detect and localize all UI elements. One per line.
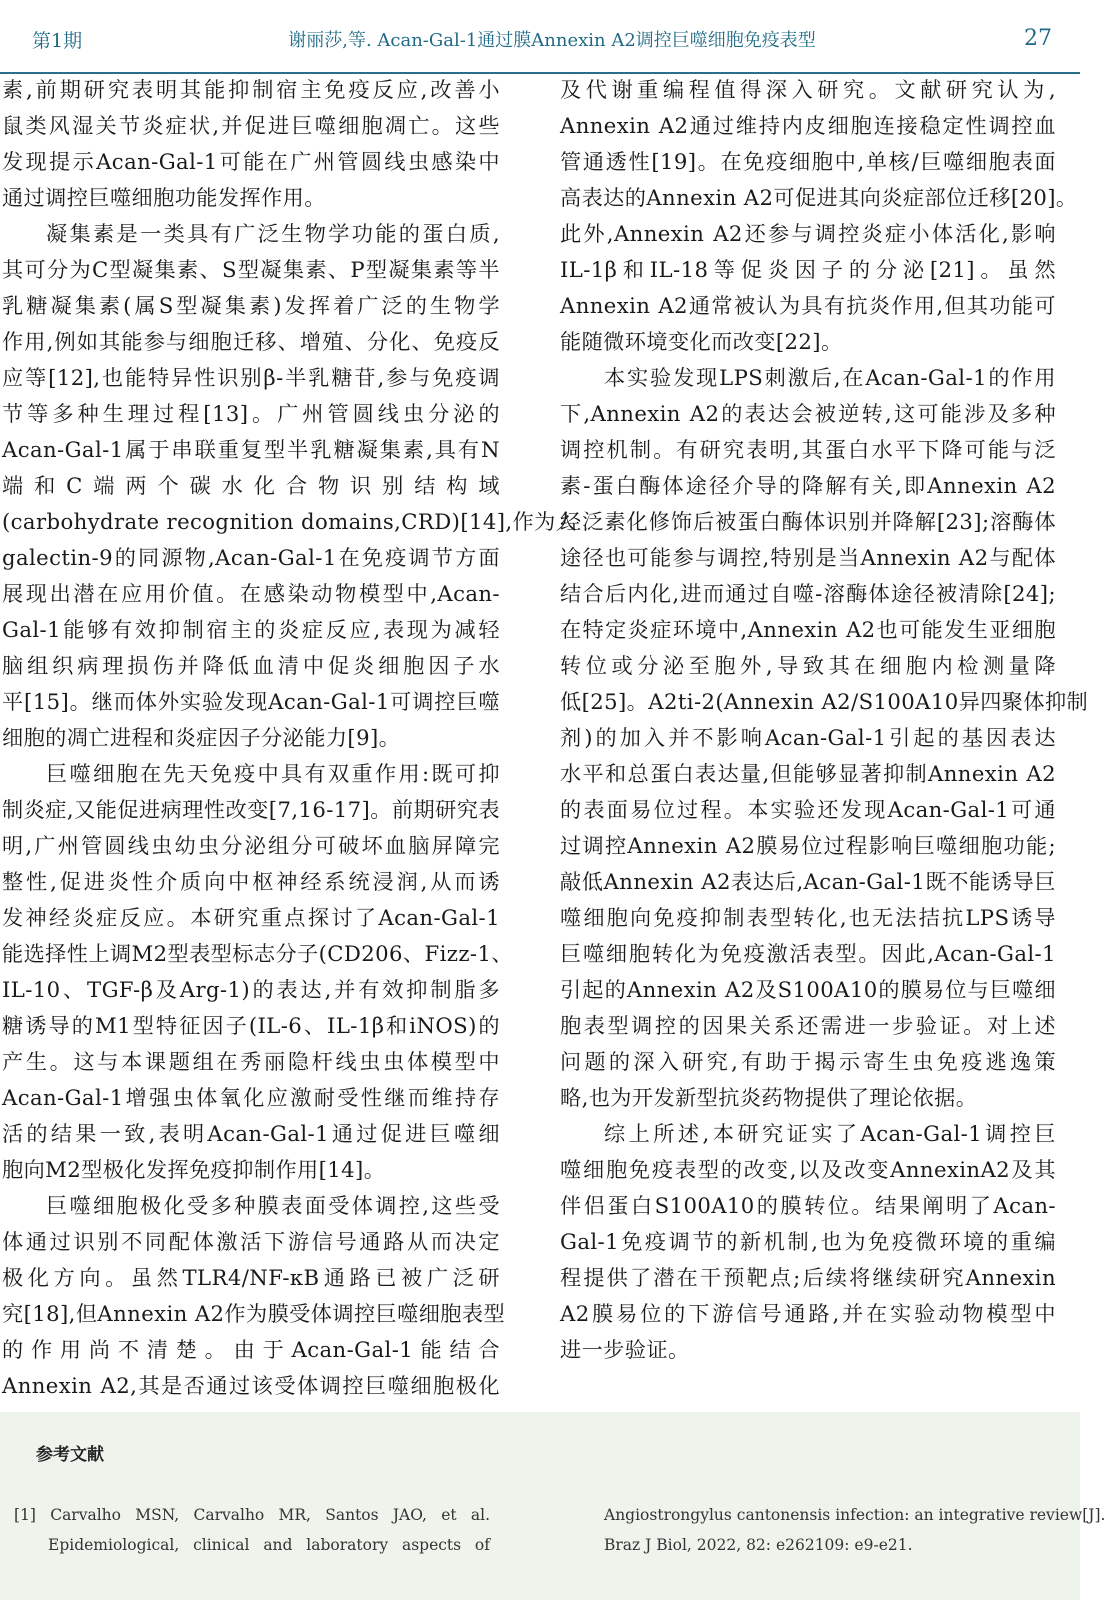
text-line: Gal-1免疫调节的新机制,也为免疫微环境的重编 — [560, 1229, 1056, 1254]
text-line: 管通透性[19]。在免疫细胞中,单核/巨噬细胞表面 — [560, 149, 1056, 174]
text-line: 胞向M2型极化发挥免疫抑制作用[14]。 — [2, 1157, 386, 1182]
text-line: Annexin A2,其是否通过该受体调控巨噬细胞极化 — [2, 1373, 500, 1398]
text-line: 应等[12],也能特异性识别β-半乳糖苷,参与免疫调 — [2, 365, 500, 390]
page-header — [0, 0, 1080, 74]
running-title: 谢丽莎,等. Acan-Gal-1通过膜Annexin A2调控巨噬细胞免疫表型 — [288, 30, 816, 51]
text-line: Gal-1能够有效抑制宿主的炎症反应,表现为减轻 — [2, 617, 500, 642]
text-line: 巨噬细胞转化为免疫激活表型。因此,Acan-Gal-1 — [560, 941, 1056, 966]
text-line: 进一步验证。 — [560, 1337, 690, 1362]
reference-1-line-4: Braz J Biol, 2022, 82: e262109: e9-e21. — [604, 1536, 913, 1554]
text-line: Annexin A2通过维持内皮细胞连接稳定性调控血 — [560, 113, 1056, 138]
text-line: Acan-Gal-1属于串联重复型半乳糖凝集素,具有N — [2, 437, 500, 462]
text-line: 巨噬细胞极化受多种膜表面受体调控,这些受 — [46, 1193, 500, 1218]
text-line: 体通过识别不同配体激活下游信号通路从而决定 — [2, 1229, 500, 1254]
text-line: 明,广州管圆线虫幼虫分泌组分可破坏血脑屏障完 — [2, 833, 500, 858]
reference-1-line-2: Epidemiological, clinical and laboratory aspects of — [48, 1536, 490, 1554]
text-line: 综上所述,本研究证实了Acan-Gal-1调控巨 — [604, 1121, 1056, 1146]
text-line: 脑组织病理损伤并降低血清中促炎细胞因子水 — [2, 653, 500, 678]
text-line: 结合后内化,进而通过自噬-溶酶体途径被清除[24]; — [560, 581, 1056, 606]
reference-1-line-1: [1] Carvalho MSN, Carvalho MR, Santos JAO, et al. — [14, 1506, 490, 1524]
text-line: 糖诱导的M1型特征因子(IL-6、IL-1β和iNOS)的 — [2, 1013, 500, 1038]
text-line: 高表达的Annexin A2可促进其向炎症部位迁移[20]。 — [560, 185, 1078, 210]
text-line: 略,也为开发新型抗炎药物提供了理论依据。 — [560, 1085, 978, 1110]
references-title: 参考文献 — [36, 1445, 104, 1465]
text-line: 端和C端两个碳水化合物识别结构域 — [2, 473, 500, 498]
text-line: 引起的Annexin A2及S100A10的膜易位与巨噬细 — [560, 977, 1056, 1002]
text-line: 究[18],但Annexin A2作为膜受体调控巨噬细胞表型 — [2, 1301, 506, 1326]
text-line: 低[25]。A2ti-2(Annexin A2/S100A10异四聚体抑制 — [560, 689, 1089, 714]
text-line: Annexin A2通常被认为具有抗炎作用,但其功能可 — [560, 293, 1056, 318]
text-line: 素-蛋白酶体途径介导的降解有关,即Annexin A2 — [560, 473, 1056, 498]
text-line: 乳糖凝集素(属S型凝集素)发挥着广泛的生物学 — [2, 293, 500, 318]
text-line: 平[15]。继而体外实验发现Acan-Gal-1可调控巨噬 — [2, 689, 500, 714]
text-line: 鼠类风湿关节炎症状,并促进巨噬细胞凋亡。这些 — [2, 113, 500, 138]
text-line: 敲低Annexin A2表达后,Acan-Gal-1既不能诱导巨 — [560, 869, 1056, 894]
text-line: IL-1β和IL-18等促炎因子的分泌[21]。虽然 — [560, 257, 1056, 282]
text-line: Acan-Gal-1增强虫体氧化应激耐受性继而维持存 — [2, 1085, 500, 1110]
text-line: 极化方向。虽然TLR4/NF-κB通路已被广泛研 — [2, 1265, 500, 1290]
text-line: 素,前期研究表明其能抑制宿主免疫反应,改善小 — [2, 77, 500, 102]
text-line: 下,Annexin A2的表达会被逆转,这可能涉及多种 — [560, 401, 1056, 426]
text-line: 调控机制。有研究表明,其蛋白水平下降可能与泛 — [560, 437, 1056, 462]
text-line: 的表面易位过程。本实验还发现Acan-Gal-1可通 — [560, 797, 1056, 822]
text-line: 的作用尚不清楚。由于Acan-Gal-1能结合 — [2, 1337, 500, 1362]
text-line: 产生。这与本课题组在秀丽隐杆线虫虫体模型中 — [2, 1049, 500, 1074]
text-line: 能选择性上调M2型表型标志分子(CD206、Fizz-1、 — [2, 941, 513, 966]
text-line: 发现提示Acan-Gal-1可能在广州管圆线虫感染中 — [2, 149, 500, 174]
text-line: 制炎症,又能促进病理性改变[7,16-17]。前期研究表 — [2, 797, 500, 822]
text-line: 细胞的凋亡进程和炎症因子分泌能力[9]。 — [2, 725, 401, 750]
text-line: 过调控Annexin A2膜易位过程影响巨噬细胞功能; — [560, 833, 1056, 858]
text-line: 巨噬细胞在先天免疫中具有双重作用:既可抑 — [46, 761, 500, 786]
text-line: 及代谢重编程值得深入研究。文献研究认为, — [560, 77, 1056, 102]
text-line: 胞表型调控的因果关系还需进一步验证。对上述 — [560, 1013, 1056, 1038]
text-line: 活的结果一致,表明Acan-Gal-1通过促进巨噬细 — [2, 1121, 500, 1146]
text-line: 转位或分泌至胞外,导致其在细胞内检测量降 — [560, 653, 1056, 678]
text-line: 水平和总蛋白表达量,但能够显著抑制Annexin A2 — [560, 761, 1056, 786]
text-line: 经泛素化修饰后被蛋白酶体识别并降解[23];溶酶体 — [560, 509, 1056, 534]
text-line: 伴侣蛋白S100A10的膜转位。结果阐明了Acan- — [560, 1193, 1056, 1218]
text-line: 噬细胞免疫表型的改变,以及改变AnnexinA2及其 — [560, 1157, 1056, 1182]
text-line: 此外,Annexin A2还参与调控炎症小体活化,影响 — [560, 221, 1056, 246]
text-line: A2膜易位的下游信号通路,并在实验动物模型中 — [560, 1301, 1056, 1326]
reference-1-line-3: Angiostrongylus cantonensis infection: an integrative review[J]. — [604, 1506, 1105, 1524]
text-line: 通过调控巨噬细胞功能发挥作用。 — [2, 185, 326, 210]
text-line: 其可分为C型凝集素、S型凝集素、P型凝集素等半 — [2, 257, 500, 282]
text-line: 剂)的加入并不影响Acan-Gal-1引起的基因表达 — [560, 725, 1056, 750]
text-line: (carbohydrate recognition domains,CRD)[14],作为人 — [2, 509, 578, 534]
references-section — [0, 1412, 1105, 1600]
text-line: IL-10、TGF-β及Arg-1)的表达,并有效抑制脂多 — [2, 977, 500, 1002]
text-line: 作用,例如其能参与细胞迁移、增殖、分化、免疫反 — [2, 329, 500, 354]
text-line: 问题的深入研究,有助于揭示寄生虫免疫逃逸策 — [560, 1049, 1056, 1074]
text-line: 本实验发现LPS刺激后,在Acan-Gal-1的作用 — [604, 365, 1056, 390]
text-line: 噬细胞向免疫抑制表型转化,也无法拮抗LPS诱导 — [560, 905, 1056, 930]
text-line: 途径也可能参与调控,特别是当Annexin A2与配体 — [560, 545, 1056, 570]
text-line: 在特定炎症环境中,Annexin A2也可能发生亚细胞 — [560, 617, 1056, 642]
text-line: 节等多种生理过程[13]。广州管圆线虫分泌的 — [2, 401, 500, 426]
left-text-column — [2, 72, 578, 1404]
text-line: 整性,促进炎性介质向中枢神经系统浸润,从而诱 — [2, 869, 500, 894]
text-line: 凝集素是一类具有广泛生物学功能的蛋白质, — [46, 221, 500, 246]
text-line: 展现出潜在应用价值。在感染动物模型中,Acan- — [2, 581, 500, 606]
text-line: 发神经炎症反应。本研究重点探讨了Acan-Gal-1 — [2, 905, 500, 930]
text-line: 能随微环境变化而改变[22]。 — [560, 329, 843, 354]
right-text-column — [560, 72, 1089, 1368]
issue-label: 第1期 — [32, 30, 83, 52]
page-number: 27 — [1024, 26, 1052, 51]
text-line: galectin-9的同源物,Acan-Gal-1在免疫调节方面 — [2, 545, 500, 570]
text-line: 程提供了潜在干预靶点;后续将继续研究Annexin — [560, 1265, 1056, 1290]
